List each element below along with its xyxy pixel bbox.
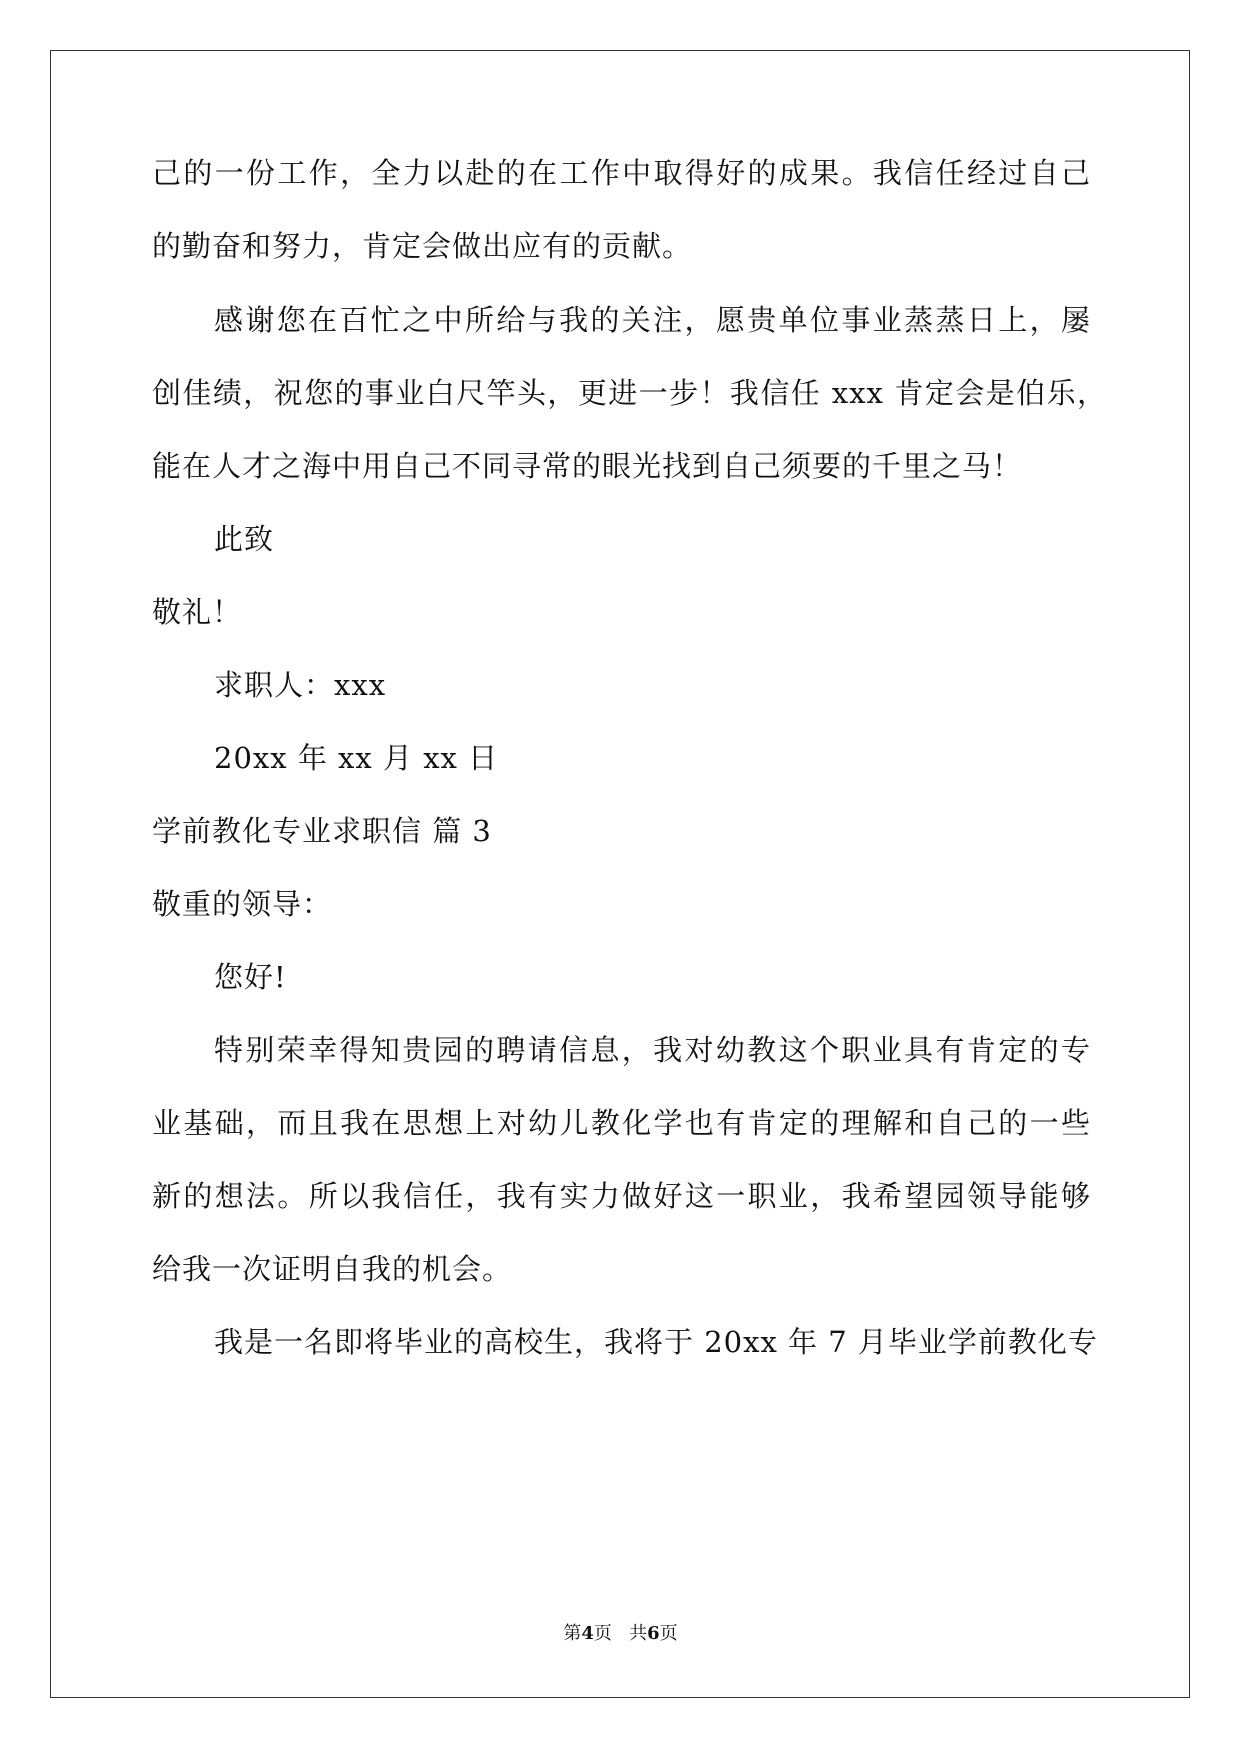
signature-line: 求职人：xxx	[214, 668, 387, 702]
page-footer	[0, 1622, 1241, 1646]
closing-regards: 敬礼！	[152, 595, 243, 629]
footer-current-page: 4	[581, 1623, 594, 1644]
greeting: 敬重的领导：	[152, 887, 333, 921]
body-line: 给我一次证明自我的机会。	[152, 1252, 513, 1286]
body-line: 我是一名即将毕业的高校生，我将于 20xx 年 7 月毕业学前教化专	[214, 1325, 1098, 1359]
body-line: 新的想法。所以我信任，我有实力做好这一职业，我希望园领导能够	[152, 1179, 1091, 1213]
body-line: 己的一份工作，全力以赴的在工作中取得好的成果。我信任经过自己	[152, 156, 1091, 190]
body-line: 创佳绩，祝您的事业白尺竿头，更进一步！我信任 xxx 肯定会是伯乐，	[152, 376, 1107, 410]
greeting-hello: 您好!	[214, 960, 287, 994]
footer-mid: 页 共	[593, 1623, 648, 1644]
date-line: 20xx 年 xx 月 xx 日	[214, 741, 499, 775]
body-line: 能在人才之海中用自己不同寻常的眼光找到自己须要的千里之马！	[152, 449, 1023, 483]
footer-total-pages: 6	[647, 1623, 660, 1644]
body-line: 业基础，而且我在思想上对幼儿教化学也有肯定的理解和自己的一些	[152, 1106, 1091, 1140]
footer-prefix: 第	[563, 1623, 582, 1644]
body-line: 特别荣幸得知贵园的聘请信息，我对幼教这个职业具有肯定的专	[214, 1033, 1091, 1067]
footer-suffix: 页	[659, 1623, 678, 1644]
section-heading: 学前教化专业求职信 篇 3	[152, 814, 492, 848]
page-border	[50, 50, 1190, 1698]
body-line: 的勤奋和努力，肯定会做出应有的贡献。	[152, 229, 693, 263]
closing-salutation: 此致	[214, 522, 275, 556]
body-line: 感谢您在百忙之中所给与我的关注，愿贵单位事业蒸蒸日上，屡	[214, 303, 1091, 337]
